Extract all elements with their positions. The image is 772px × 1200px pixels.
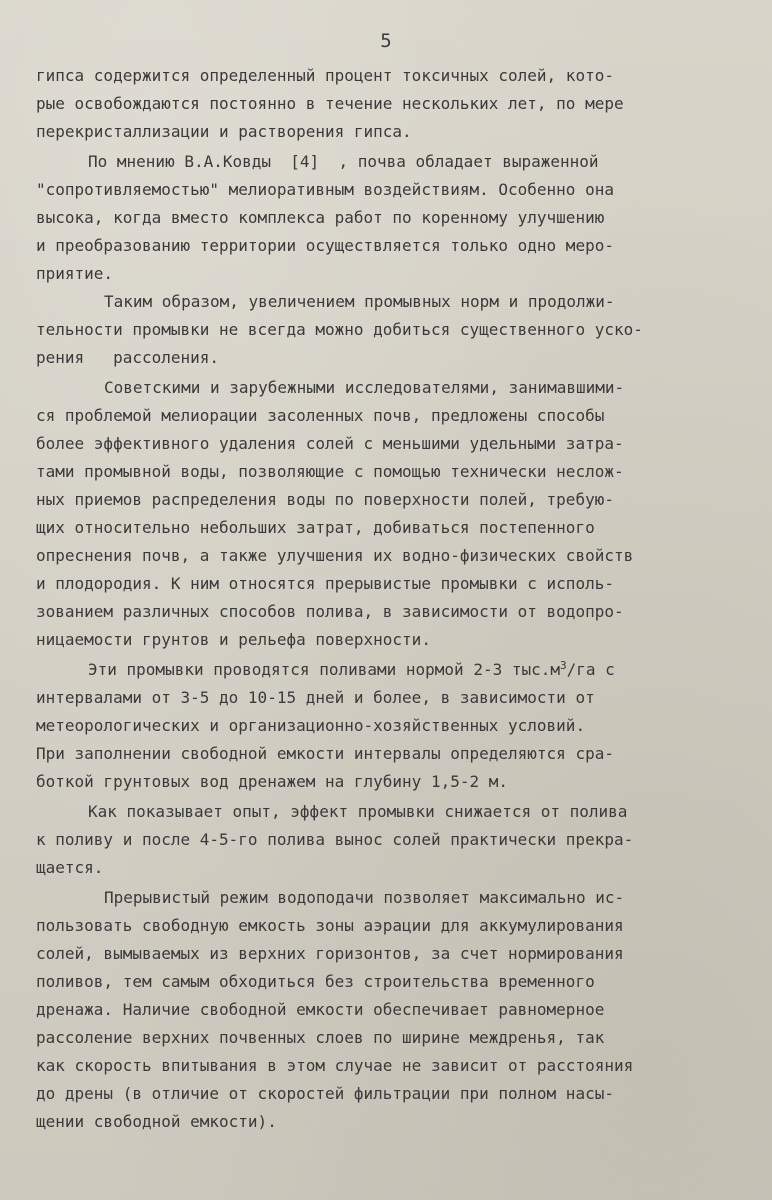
text-line-content: рения рассоления. bbox=[36, 348, 220, 367]
text-line bbox=[36, 462, 624, 482]
text-line-content: дренажа. Наличие свободной емкости обеспечивает равномерное bbox=[36, 1000, 605, 1019]
text-line bbox=[36, 518, 595, 538]
page-number: 5 bbox=[380, 30, 392, 52]
text-line-content: щается. bbox=[36, 858, 104, 877]
text-line-content: щих относительно небольших затрат, добиваться постепенного bbox=[36, 518, 595, 537]
text-line-content: Таким образом, увеличением промывных норм и продолжи- bbox=[104, 292, 615, 311]
text-line bbox=[36, 916, 624, 936]
text-line-content: рые освобождаются постоянно в течение нескольких лет, по мере bbox=[36, 94, 624, 113]
text-line bbox=[36, 972, 595, 992]
text-line-content: метеорологических и организационно-хозяйственных условий. bbox=[36, 716, 586, 735]
text-line-content: ся проблемой мелиорации засоленных почв, предложены способы bbox=[36, 406, 605, 425]
text-line bbox=[36, 744, 614, 764]
text-line-content: При заполнении свободной емкости интервалы определяются сра- bbox=[36, 744, 614, 763]
text-line bbox=[36, 546, 633, 566]
text-line bbox=[104, 292, 615, 312]
text-line-content: рассоление верхних почвенных слоев по ширине междренья, так bbox=[36, 1028, 605, 1047]
text-line-content: гипса содержится определенный процент токсичных солей, кото- bbox=[36, 66, 614, 85]
text-line bbox=[36, 830, 633, 850]
text-line-content: По мнению В.А.Ковды [4] , почва обладает выраженной bbox=[88, 152, 599, 171]
text-line-content: высока, когда вместо комплекса работ по коренному улучшению bbox=[36, 208, 605, 227]
text-line-content: Эти промывки проводятся поливами нормой 2-3 тыс.м bbox=[88, 660, 561, 679]
text-line bbox=[36, 320, 643, 340]
text-line bbox=[36, 688, 595, 708]
text-line bbox=[36, 66, 614, 86]
superscript: 3 bbox=[560, 659, 567, 672]
text-line bbox=[88, 802, 627, 822]
text-line-content: пользовать свободную емкость зоны аэрации для аккумулирования bbox=[36, 916, 624, 935]
text-line bbox=[36, 490, 614, 510]
text-line-content: опреснения почв, а также улучшения их водно-физических свойств bbox=[36, 546, 634, 565]
text-line-content: боткой грунтовых вод дренажем на глубину 1,5-2 м. bbox=[36, 772, 509, 791]
text-line-content: до дрены (в отличие от скоростей фильтрации при полном насы- bbox=[36, 1084, 614, 1103]
text-line-content: ницаемости грунтов и рельефа поверхности. bbox=[36, 630, 431, 649]
text-line-content: перекристаллизации и растворения гипса. bbox=[36, 122, 412, 141]
text-line bbox=[36, 602, 624, 622]
text-line-content: Советскими и зарубежными исследователями, занимавшими- bbox=[104, 378, 625, 397]
text-line bbox=[36, 434, 624, 454]
text-line-continuation: /га с bbox=[566, 660, 615, 679]
text-line-content: тами промывной воды, позволяющие с помощью технически неслож- bbox=[36, 462, 624, 481]
text-line bbox=[36, 208, 604, 228]
text-line bbox=[36, 406, 604, 426]
text-line-content: интервалами от 3-5 до 10-15 дней и более, в зависимости от bbox=[36, 688, 595, 707]
text-line bbox=[36, 122, 412, 142]
text-line bbox=[88, 660, 615, 680]
text-line bbox=[104, 888, 624, 908]
text-line bbox=[36, 574, 614, 594]
text-line-content: более эффективного удаления солей с меньшими удельными затра- bbox=[36, 434, 624, 453]
text-line-content: к поливу и после 4-5-го полива вынос солей практически прекра- bbox=[36, 830, 634, 849]
text-line-content: Как показывает опыт, эффект промывки снижается от полива bbox=[88, 802, 628, 821]
text-line bbox=[36, 1112, 277, 1132]
text-line-content: поливов, тем самым обходиться без строительства временного bbox=[36, 972, 595, 991]
text-line-content: "сопротивляемостью" мелиоративным воздействиям. Особенно она bbox=[36, 180, 614, 199]
text-line bbox=[36, 264, 113, 284]
text-line-content: зованием различных способов полива, в зависимости от водопро- bbox=[36, 602, 624, 621]
text-line-content: как скорость впитывания в этом случае не зависит от расстояния bbox=[36, 1056, 634, 1075]
text-line bbox=[36, 1084, 614, 1104]
text-line bbox=[36, 716, 585, 736]
text-line-content: Прерывистый режим водоподачи позволяет максимально ис- bbox=[104, 888, 625, 907]
text-line bbox=[36, 1028, 604, 1048]
text-line bbox=[88, 152, 599, 172]
text-line bbox=[36, 772, 508, 792]
text-line bbox=[36, 94, 624, 114]
text-line bbox=[36, 1000, 604, 1020]
body-text bbox=[0, 66, 772, 1176]
text-line bbox=[36, 236, 614, 256]
text-line-content: солей, вымываемых из верхних горизонтов, за счет нормирования bbox=[36, 944, 624, 963]
text-line bbox=[104, 378, 624, 398]
text-line bbox=[36, 630, 431, 650]
text-line bbox=[36, 180, 614, 200]
text-line-content: ных приемов распределения воды по поверхности полей, требую- bbox=[36, 490, 614, 509]
text-line-content: и преобразованию территории осуществляется только одно меро- bbox=[36, 236, 614, 255]
text-line bbox=[36, 858, 103, 878]
text-line bbox=[36, 1056, 633, 1076]
text-line-content: приятие. bbox=[36, 264, 114, 283]
text-line-content: и плодородия. К ним относятся прерывистые промывки с исполь- bbox=[36, 574, 614, 593]
text-line bbox=[36, 944, 624, 964]
text-line bbox=[36, 348, 219, 368]
text-line-content: щении свободной емкости). bbox=[36, 1112, 277, 1131]
text-line-content: тельности промывки не всегда можно добиться существенного уско- bbox=[36, 320, 643, 339]
